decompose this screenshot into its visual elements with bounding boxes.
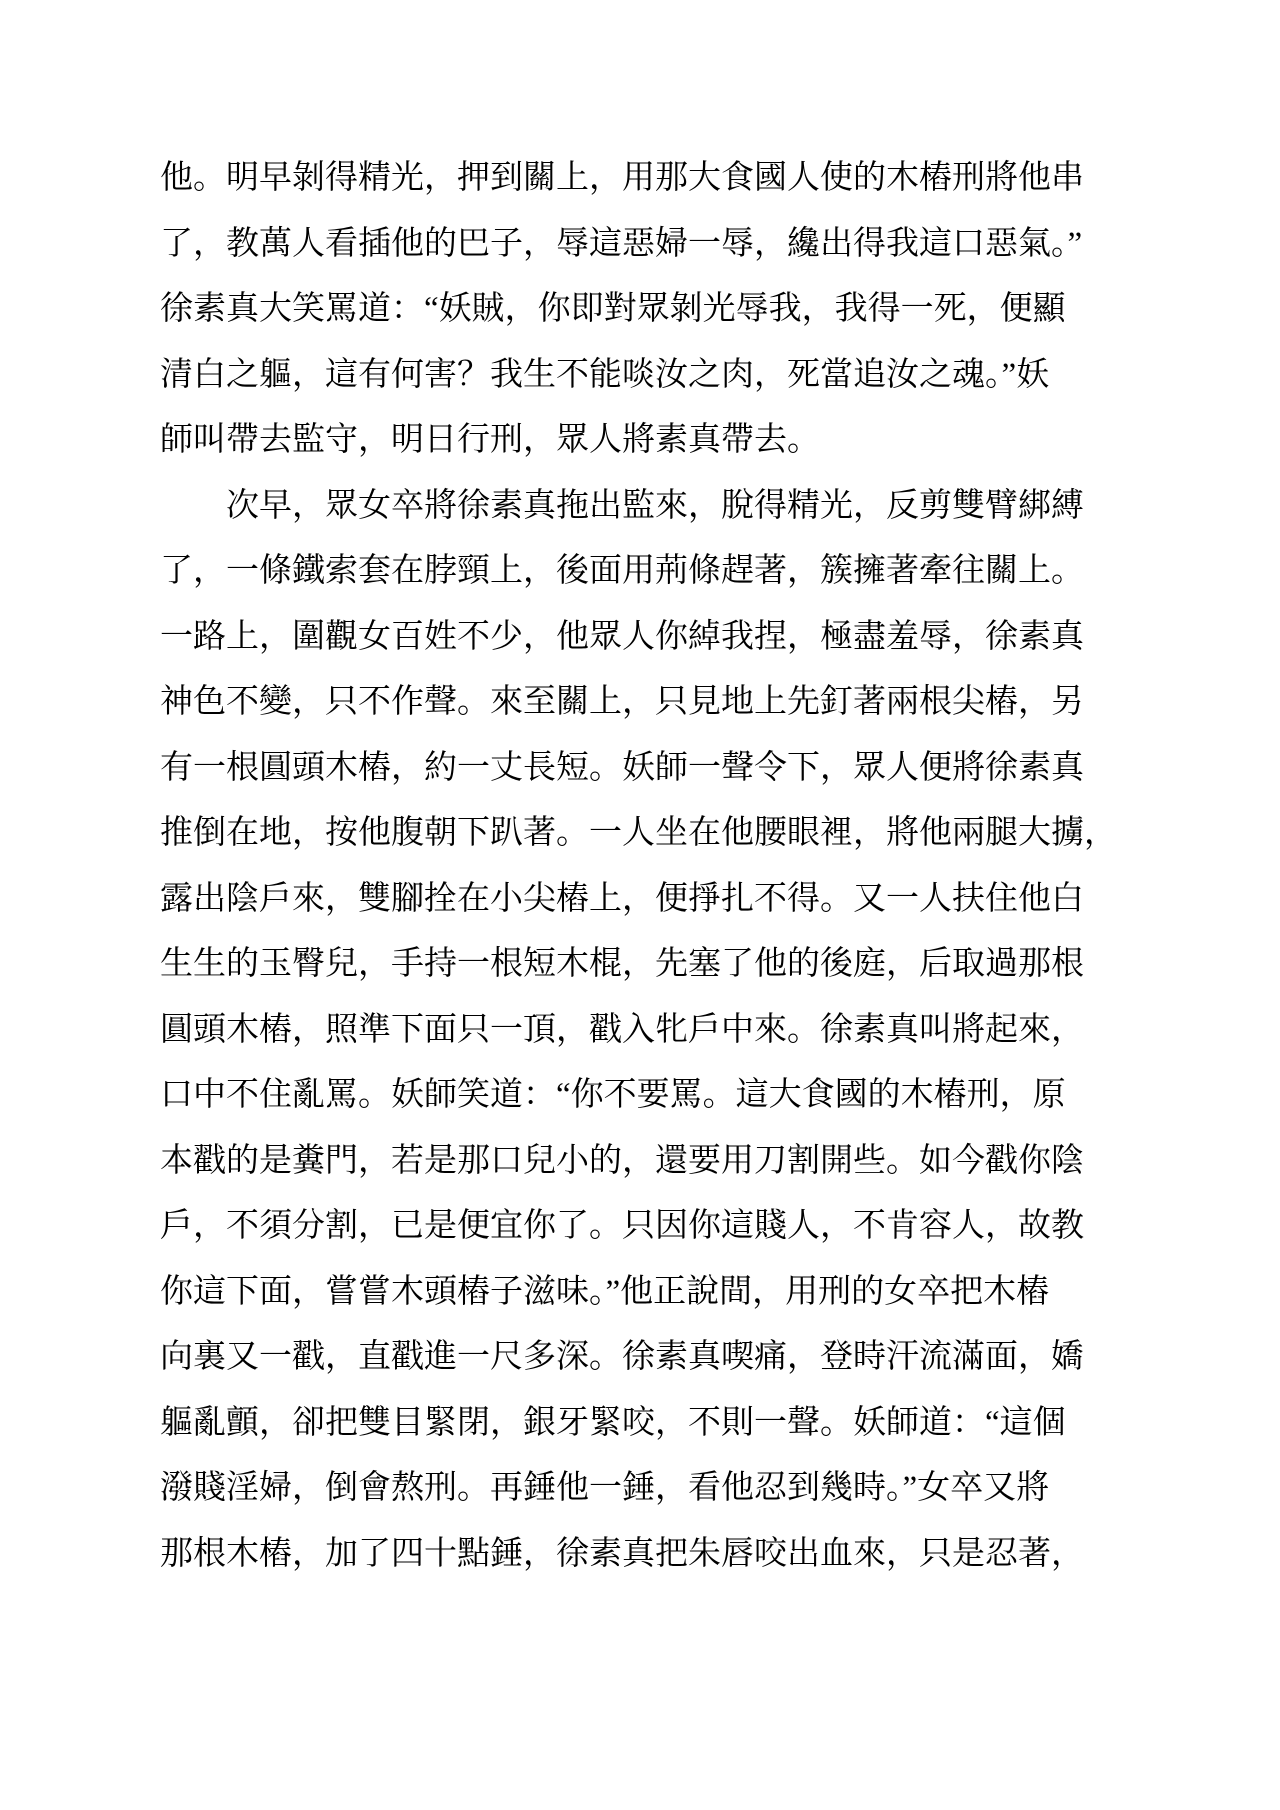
text-line: 露出陰戶來，雙腳拴在小尖樁上，便掙扎不得。又一人扶住他白: [160, 880, 1084, 917]
text-line: 清白之軀，這有何害？我生不能啖汝之肉，死當追汝之魂。”妖: [160, 356, 1050, 393]
text-line: 了，教萬人看插他的巴子，辱這惡婦一辱，纔出得我這口惡氣。”: [160, 225, 1083, 262]
text-line: 那根木樁，加了四十點錘，徐素真把朱唇咬出血來，只是忍著，: [160, 1535, 1084, 1572]
text-line: 有一根圓頭木樁，約一丈長短。妖師一聲令下，眾人便將徐素真: [160, 749, 1084, 786]
text-line: 向裏又一戳，直戳進一尺多深。徐素真喫痛，登時汗流滿面，嬌: [160, 1339, 1084, 1375]
text-line: 神色不變，只不作聲。來至關上，只見地上先釘著兩根尖樁，另: [160, 684, 1084, 720]
text-line: 戶，不須分割，已是便宜你了。只因你這賤人，不肯容人，故教: [160, 1208, 1084, 1244]
text-line: 次早，眾女卒將徐素真拖出監來，脫得精光，反剪雙臂綁縛: [226, 487, 1084, 524]
text-line: 生生的玉臀兒，手持一根短木棍，先塞了他的後庭，后取過那根: [160, 946, 1084, 982]
text-line: 你這下面，嘗嘗木頭樁子滋味。”他正說間，用刑的女卒把木樁: [160, 1273, 1050, 1310]
text-line: 了，一條鐵索套在脖頸上，後面用荊條趕著，簇擁著牽往關上。: [160, 553, 1084, 589]
text-line: 本戳的是糞門，若是那口兒小的，還要用刀割開些。如今戳你陰: [160, 1142, 1084, 1179]
text-line: 潑賤淫婦，倒會熬刑。再錘他一錘，看他忍到幾時。”女卒又將: [160, 1470, 1050, 1506]
text-line: 圓頭木樁，照準下面只一頂，戳入牝戶中來。徐素真叫將起來，: [160, 1011, 1084, 1048]
text-line: 徐素真大笑罵道：“妖賊，你即對眾剝光辱我，我得一死，便顯: [160, 291, 1066, 327]
text-line: 口中不住亂罵。妖師笑道：“你不要罵。這大食國的木樁刑，原: [160, 1077, 1066, 1113]
text-line: 師叫帶去監守，明日行刑，眾人將素真帶去。: [160, 422, 820, 458]
text-line: 他。明早剝得精光，押到關上，用那大食國人使的木樁刑將他串: [160, 160, 1084, 196]
text-block: [160, 146, 1160, 1587]
text-line: 軀亂顫，卻把雙目緊閉，銀牙緊咬，不則一聲。妖師道：“這個: [160, 1404, 1066, 1441]
text-line: 推倒在地，按他腹朝下趴著。一人坐在他腰眼裡，將他兩腿大擄，: [160, 815, 1117, 851]
text-line: 一路上，圍觀女百姓不少，他眾人你綽我捏，極盡羞辱，徐素真: [160, 618, 1084, 655]
